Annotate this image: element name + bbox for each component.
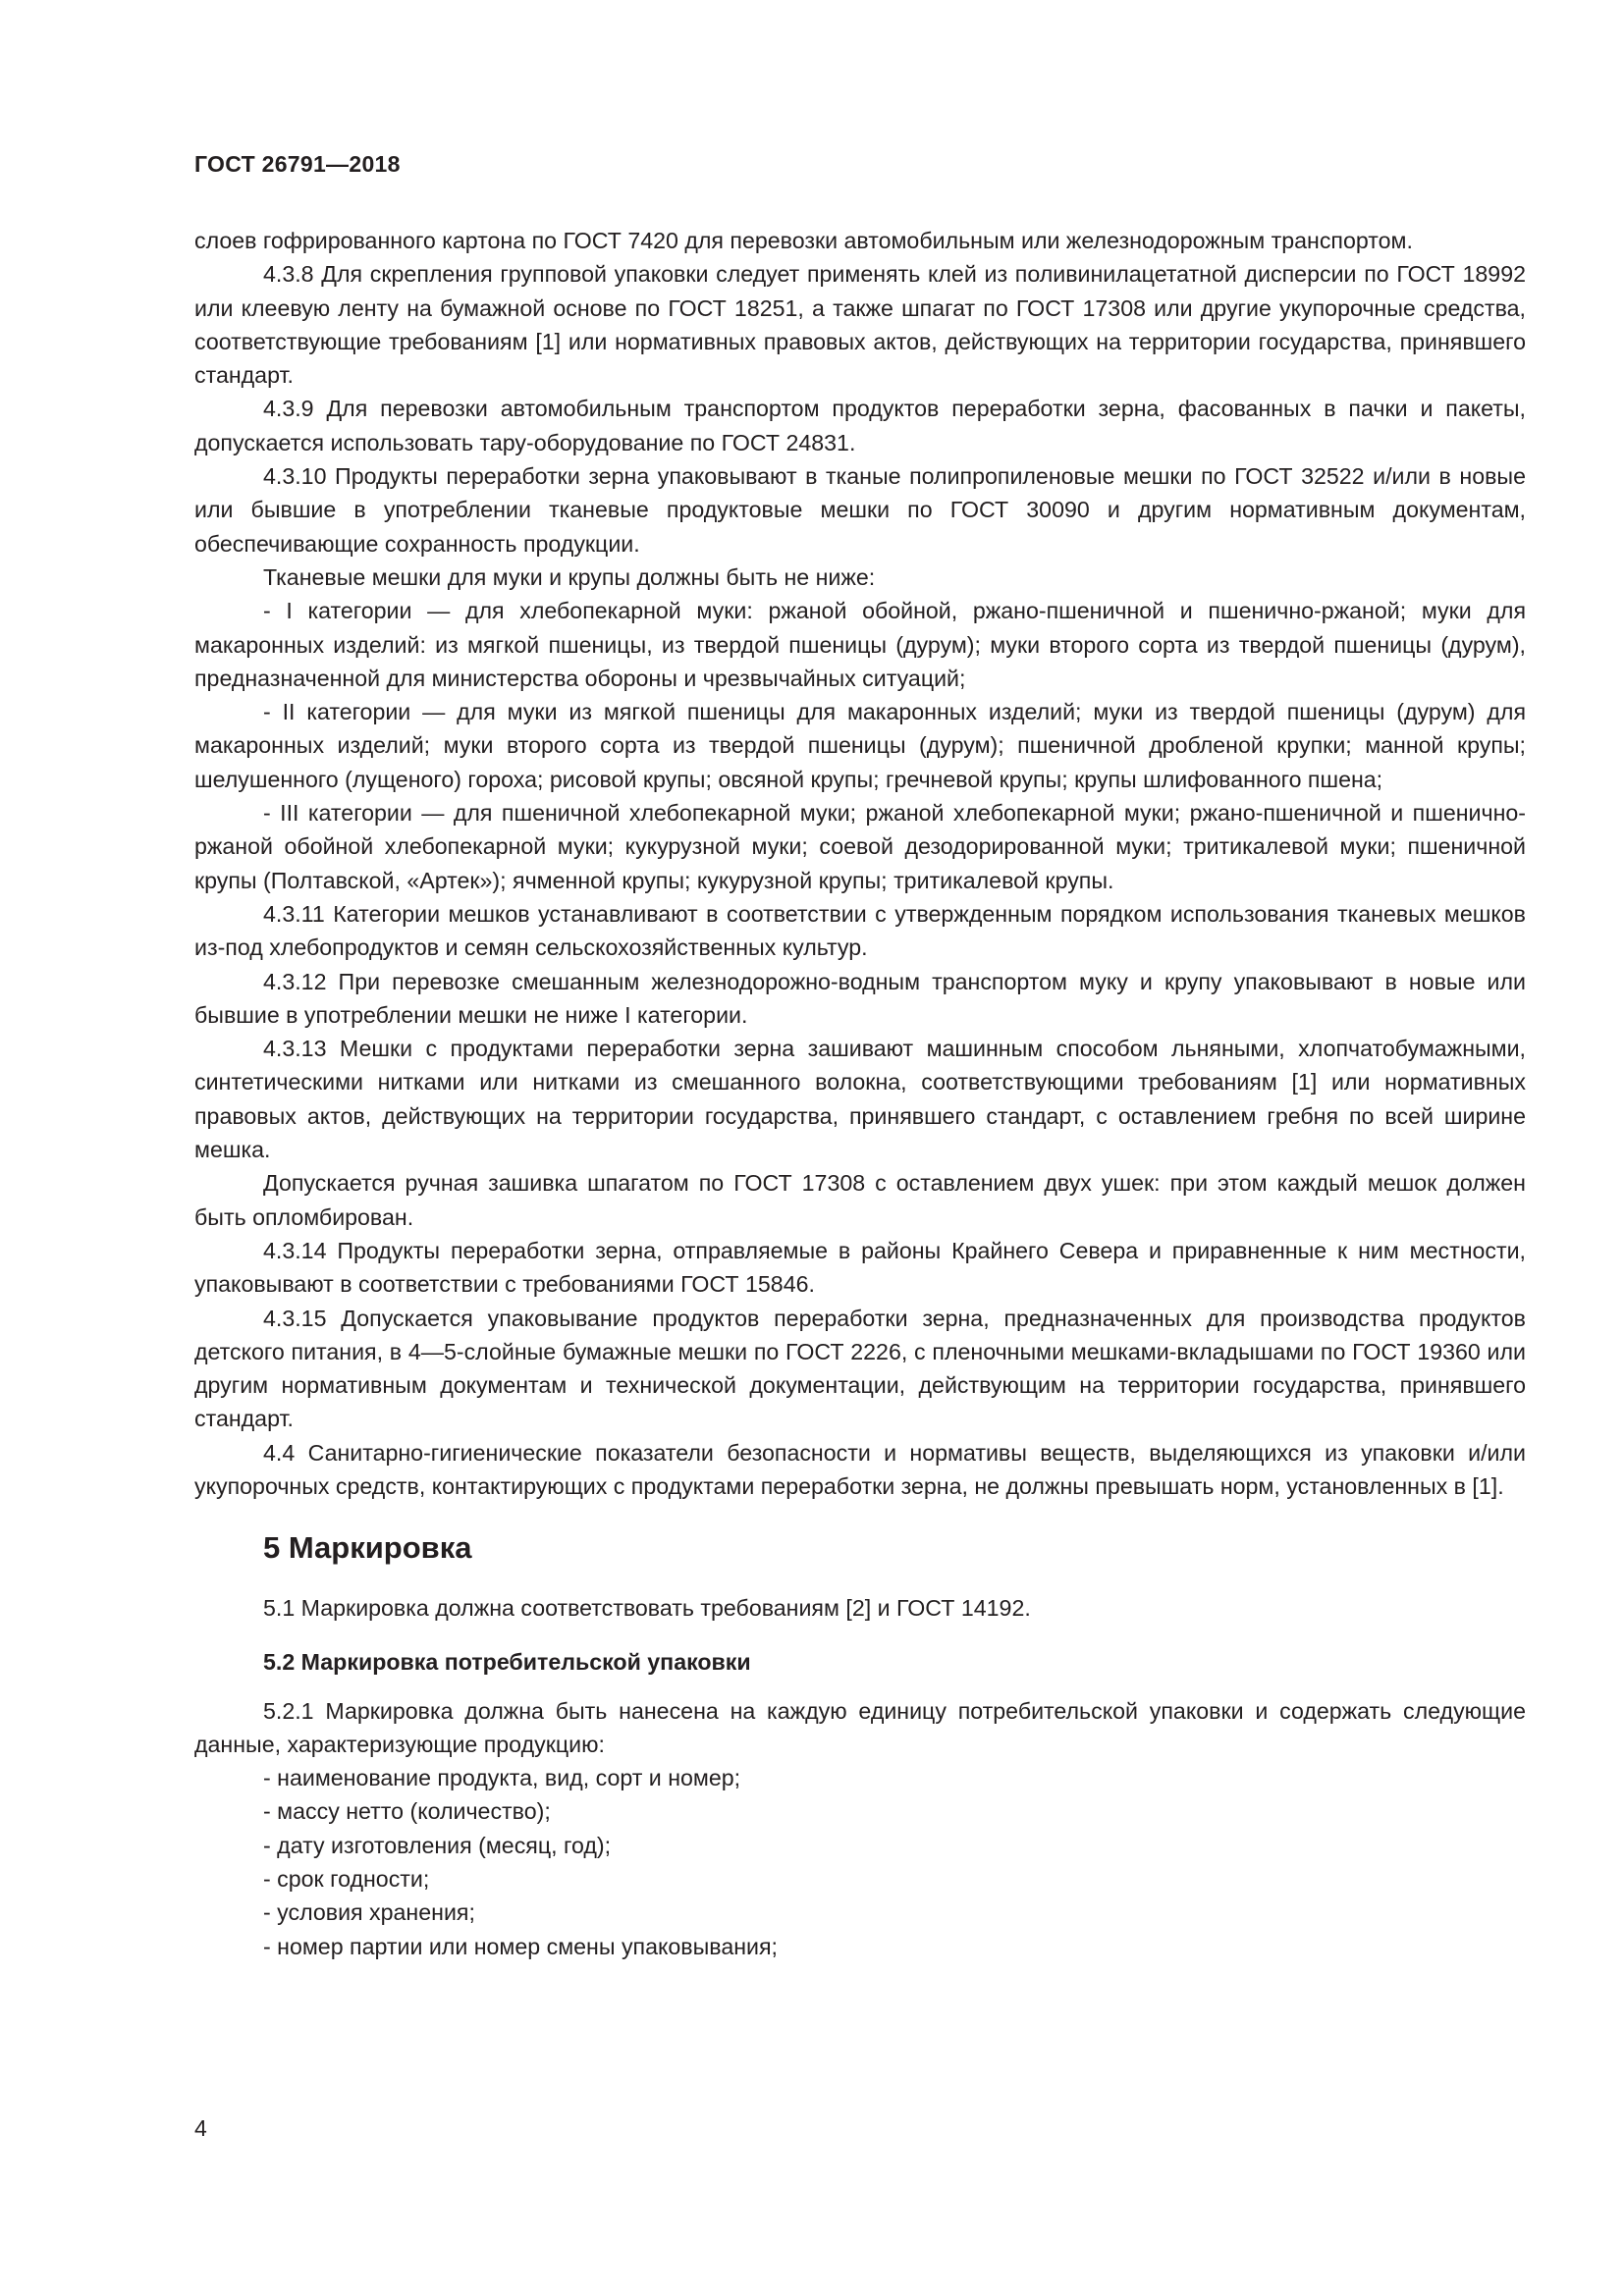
list-item: - срок годности; xyxy=(263,1866,430,1893)
list-item-category-2: - II категории — для муки из мягкой пшеницы для макаронных изделий; муки из твердой пшеницы (дурум) для макаронных изделий; муки второго сорта из твердой пшеницы (дурум); пшеничной дробленой крупки; манной крупы; шелушенного (лущеного) гороха; рисовой крупы; овсяной крупы; гречневой крупы; крупы шлифованного пшена; xyxy=(194,699,1526,792)
section-5-heading: 5 Маркировка xyxy=(263,1530,472,1566)
paragraph-4-4: 4.4 Санитарно-гигиенические показатели безопасности и нормативы веществ, выделяющихся из упаковки и/или укупорочных средств, контактирующих с продуктами переработки зерна, не должны превышать норм, установленных в [1]. xyxy=(194,1439,1526,1499)
page-number: 4 xyxy=(194,2115,207,2141)
paragraph-5-2-1: 5.2.1 Маркировка должна быть нанесена на каждую единицу потребительской упаковки и содержать следующие данные, характеризующие продукцию: xyxy=(194,1697,1526,1757)
list-item: - дату изготовления (месяц, год); xyxy=(263,1832,612,1858)
list-item: - условия хранения; xyxy=(263,1899,475,1926)
paragraph-manual-sewing: Допускается ручная зашивка шпагатом по ГОСТ 17308 с оставлением двух ушек: при этом каждый мешок должен быть опломбирован. xyxy=(194,1170,1526,1230)
list-item: - номер партии или номер смены упаковывания; xyxy=(263,1933,778,1959)
paragraph-4-3-8: 4.3.8 Для скрепления групповой упаковки следует применять клей из поливинилацетатной дисперсии по ГОСТ 18992 или клеевую ленту на бумажной основе по ГОСТ 18251, а также шпагат по ГОСТ 17308 или другие укупорочные средства, соответствующие требованиям [1] или нормативных правовых актов, действующих на территории государства, принявшего стандарт. xyxy=(194,261,1526,389)
list-item-category-3: - III категории — для пшеничной хлебопекарной муки; ржаной хлебопекарной муки; ржано-пшеничной и пшенично-ржаной обойной хлебопекарной муки; кукурузной муки; соевой дезодорированной муки; тритикалевой муки; пшеничной крупы (Полтавской, «Артек»); ячменной крупы; кукурузной крупы; тритикалевой крупы. xyxy=(194,800,1526,893)
document-header: ГОСТ 26791—2018 xyxy=(194,151,401,177)
paragraph-4-3-10: 4.3.10 Продукты переработки зерна упаковывают в тканые полипропиленовые мешки по ГОСТ 32522 и/или в новые или бывшие в употреблении тканевые продуктовые мешки по ГОСТ 30090 и другим нормативным документам, обеспечивающие сохранность продукции. xyxy=(194,463,1526,557)
paragraph-4-3-9: 4.3.9 Для перевозки автомобильным транспортом продуктов переработки зерна, фасованных в пачки и пакеты, допускается использовать тару-оборудование по ГОСТ 24831. xyxy=(194,396,1526,455)
paragraph-5-1: 5.1 Маркировка должна соответствовать требованиям [2] и ГОСТ 14192. xyxy=(263,1595,1031,1622)
document-body xyxy=(194,224,1526,1963)
paragraph-4-3-11: 4.3.11 Категории мешков устанавливают в соответствии с утвержденным порядком использования тканевых мешков из-под хлебопродуктов и семян сельскохозяйственных культур. xyxy=(194,900,1526,961)
list-item: - массу нетто (количество); xyxy=(263,1798,551,1825)
paragraph-sack-intro: Тканевые мешки для муки и крупы должны быть не ниже: xyxy=(263,563,876,590)
section-5-2-heading: 5.2 Маркировка потребительской упаковки xyxy=(263,1648,751,1675)
paragraph-4-3-14: 4.3.14 Продукты переработки зерна, отправляемые в районы Крайнего Севера и приравненные к ним местности, упаковывают в соответствии с требованиями ГОСТ 15846. xyxy=(194,1237,1526,1298)
list-item: - наименование продукта, вид, сорт и номер; xyxy=(263,1765,741,1791)
list-item-category-1: - I категории — для хлебопекарной муки: ржаной обойной, ржано-пшеничной и пшенично-ржаной; муки для макаронных изделий: из мягкой пшеницы, из твердой пшеницы (дурум); муки второго сорта из твердой пшеницы (дурум), предназначенной для министерства обороны и чрезвычайных ситуаций; xyxy=(194,598,1526,691)
paragraph-4-3-12: 4.3.12 При перевозке смешанным железнодорожно-водным транспортом муку и крупу упаковывают в новые или бывшие в употреблении мешки не ниже I категории. xyxy=(194,968,1526,1028)
paragraph-continuation: слоев гофрированного картона по ГОСТ 7420 для перевозки автомобильным или железнодорожным транспортом. xyxy=(194,228,1413,253)
paragraph-4-3-13: 4.3.13 Мешки с продуктами переработки зерна зашивают машинным способом льняными, хлопчатобумажными, синтетическими нитками или нитками из смешанного волокна, соответствующими требованиям [1] или нормативных правовых актов, действующих на территории государства, принявшего стандарт, с оставлением гребня по всей ширине мешка. xyxy=(194,1036,1526,1163)
paragraph-4-3-15: 4.3.15 Допускается упаковывание продуктов переработки зерна, предназначенных для производства продуктов детского питания, в 4—5-слойные бумажные мешки по ГОСТ 2226, с пленочными мешками-вкладышами по ГОСТ 19360 или другим нормативным документам и технической документации, действующим на территории государства, принявшего стандарт. xyxy=(194,1305,1526,1432)
